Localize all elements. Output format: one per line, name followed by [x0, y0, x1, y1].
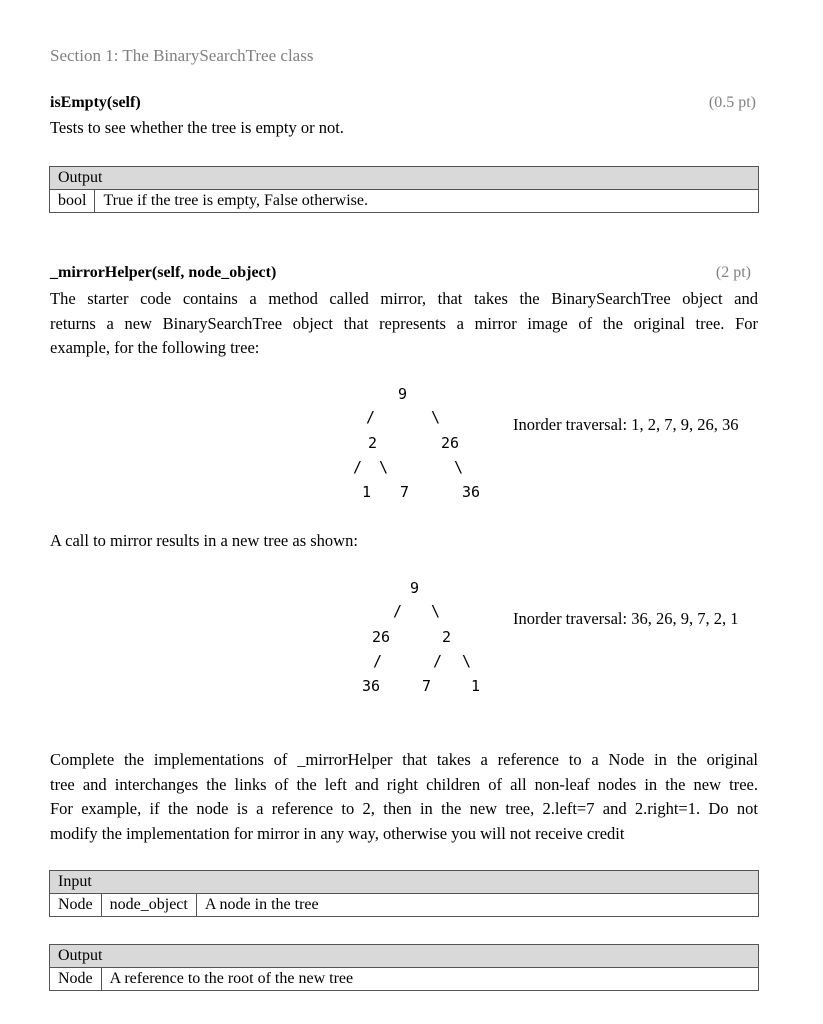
isempty-description: Tests to see whether the tree is empty or not. — [50, 118, 344, 137]
tree-edge: / — [393, 602, 403, 620]
intro-line: example, for the following tree: — [50, 338, 260, 357]
section-title: Section 1: The BinarySearchTree class — [50, 46, 314, 65]
mirrorhelper-output-table — [49, 944, 759, 991]
mirrorhelper-description — [50, 748, 758, 846]
tree-node: 26 — [372, 628, 391, 646]
table-cell-description: A node in the tree — [196, 894, 758, 917]
tree-node: 9 — [410, 579, 420, 597]
tree-node: 36 — [362, 677, 381, 695]
body-line: Complete the implementations of _mirrorHelper that takes a reference to a Node in the original — [50, 750, 758, 769]
isempty-points: (0.5 pt) — [708, 94, 756, 111]
mirrorhelper-points: (2 pt) — [715, 264, 751, 281]
tree-edge: \ — [431, 602, 441, 620]
mirrorhelper-intro — [50, 287, 758, 361]
tree-node: 2 — [442, 628, 452, 646]
tree-node: 1 — [362, 483, 372, 501]
table-cell-description: A reference to the root of the new tree — [101, 968, 758, 991]
intro-line: returns a new BinarySearchTree object that represents a mirror image of the original tree. For — [50, 313, 758, 333]
tree-edge: \ — [431, 408, 441, 426]
tree-edge: \ — [454, 458, 464, 476]
tree-node: 2 — [368, 434, 378, 452]
body-line: For example, if the node is a reference to 2, then in the new tree, 2.left=7 and 2.right=1. Do not — [50, 799, 758, 818]
mirror-result-text: A call to mirror results in a new tree as shown: — [50, 531, 358, 550]
tree-edge: / — [433, 652, 443, 670]
table-cell-type: bool — [50, 190, 95, 213]
tree-edge: / — [353, 458, 363, 476]
isempty-signature: isEmpty(self) — [50, 94, 141, 111]
body-line: modify the implementation for mirror in any way, otherwise you will not receive credit — [50, 823, 625, 843]
table-cell-type: Node — [50, 894, 102, 917]
tree-edge: \ — [379, 458, 389, 476]
table-header: Output — [50, 167, 759, 190]
mirrorhelper-signature: _mirrorHelper(self, node_object) — [50, 264, 277, 281]
tree-node: 7 — [422, 677, 432, 695]
isempty-output-table — [49, 166, 759, 213]
tree-edge: / — [373, 652, 383, 670]
tree-edge: \ — [462, 652, 472, 670]
table-header: Input — [50, 871, 759, 894]
table-header: Output — [50, 945, 759, 968]
table-cell-description: True if the tree is empty, False otherwise. — [95, 190, 759, 213]
tree-node: 7 — [400, 483, 410, 501]
tree-node: 1 — [471, 677, 481, 695]
tree-node: 9 — [398, 385, 408, 403]
tree-node: 36 — [462, 483, 481, 501]
table-cell-type: Node — [50, 968, 102, 991]
tree-original-traversal: Inorder traversal: 1, 2, 7, 9, 26, 36 — [513, 415, 739, 434]
tree-node: 26 — [441, 434, 460, 452]
table-cell-name: node_object — [101, 894, 196, 917]
body-line: tree and interchanges the links of the left and right children of all non-leaf nodes in the new tree. — [50, 774, 758, 794]
intro-line: The starter code contains a method called mirror, that takes the BinarySearchTree object and — [50, 289, 758, 308]
mirrorhelper-input-table — [49, 870, 759, 917]
tree-edge: / — [366, 408, 376, 426]
tree-mirrored-traversal: Inorder traversal: 36, 26, 9, 7, 2, 1 — [513, 609, 739, 628]
